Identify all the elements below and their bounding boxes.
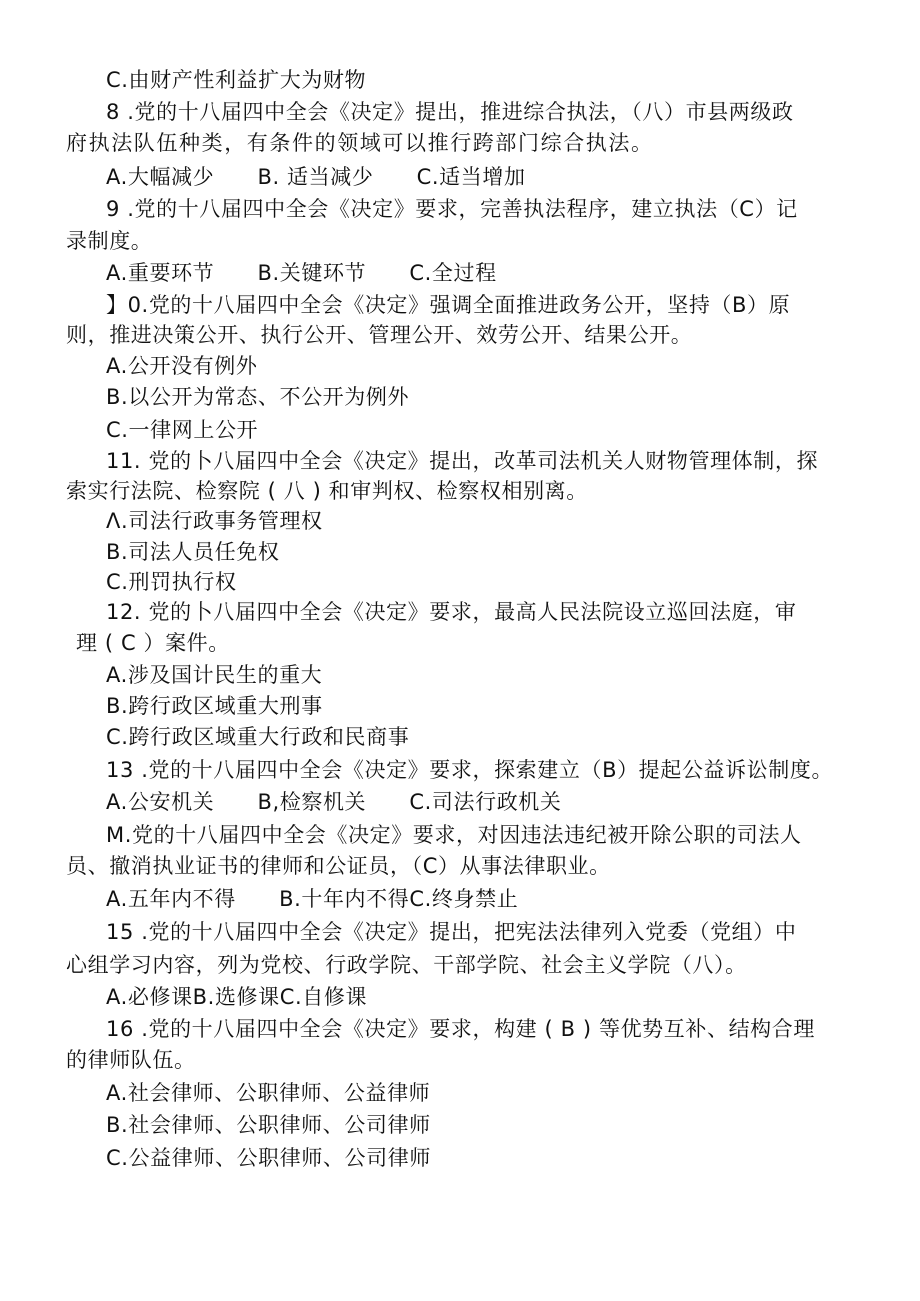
text-line-27: A.五年内不得 B.十年内不得C.终身禁止 <box>106 887 519 911</box>
text-line-31: 16 .党的十八届四中全会《决定》要求，构建 ( B ) 等优势互补、结构合理 <box>106 1017 815 1041</box>
text-line-17: C.刑罚执行权 <box>106 570 237 594</box>
text-line-29: 心组学习内容，列为党校、行政学院、干部学院、社会主义学院（八）。 <box>66 953 747 977</box>
text-line-14: 索实行法院、检察院 ( 八 ) 和审判权、检察权相别离。 <box>66 479 588 503</box>
text-line-15: Λ.司法行政事务管理权 <box>106 509 323 533</box>
text-line-26: 员、撤消执业证书的律师和公证员，（C）从事法律职业。 <box>66 854 611 878</box>
text-line-18: 12. 党的卜八届四中全会《决定》要求，最高人民法院设立巡回法庭，审 <box>106 600 797 624</box>
text-line-6: 录制度。 <box>66 229 153 253</box>
text-line-8: 】0.党的十八届四中全会《决定》强调全面推进政务公开，坚持（B）原 <box>106 293 791 317</box>
text-line-21: B.跨行政区域重大刑事 <box>106 694 323 718</box>
text-line-7: A.重要环节 B.关键环节 C.全过程 <box>106 261 497 285</box>
text-line-1: C.由财产性利益扩大为财物 <box>106 68 367 92</box>
text-line-22: C.跨行政区域重大行政和民商事 <box>106 725 410 749</box>
text-line-35: C.公益律师、公职律师、公司律师 <box>106 1146 431 1170</box>
text-line-12: C.一律网上公开 <box>106 418 259 442</box>
text-line-4: A.大幅减少 B. 适当减少 C.适当增加 <box>106 165 526 189</box>
text-line-30: A.必修课B.选修课C.自修课 <box>106 985 368 1009</box>
text-line-9: 则，推进决策公开、执行公开、管理公开、效劳公开、结果公开。 <box>66 323 693 347</box>
text-line-5: 9 .党的十八届四中全会《决定》要求，完善执法程序，建立执法（C）记 <box>106 197 798 221</box>
text-line-2: 8 .党的十八届四中全会《决定》提出，推进综合执法，（八）市县两级政 <box>106 100 794 124</box>
text-line-16: B.司法人员任免权 <box>106 540 280 564</box>
text-line-13: 11. 党的卜八届四中全会《决定》提出，改革司法机关人财物管理体制，探 <box>106 449 819 473</box>
text-line-23: 13 .党的十八届四中全会《决定》要求，探索建立（B）提起公益诉讼制度。 <box>106 758 834 782</box>
text-line-32: 的律师队伍。 <box>66 1048 196 1072</box>
text-line-3: 府执法队伍种类，有条件的领域可以推行跨部门综合执法。 <box>66 131 654 155</box>
text-line-24: A.公安机关 B,检察机关 C.司法行政机关 <box>106 790 562 814</box>
text-line-19: 理 ( C ）案件。 <box>76 631 230 655</box>
text-line-33: A.社会律师、公职律师、公益律师 <box>106 1081 431 1105</box>
text-line-28: 15 .党的十八届四中全会《决定》提出，把宪法法律列入党委（党组）中 <box>106 920 797 944</box>
text-line-25: M.党的十八届四中全会《决定》要求，对因违法违纪被开除公职的司法人 <box>106 823 802 847</box>
text-line-20: A.涉及国计民生的重大 <box>106 663 323 687</box>
text-line-34: B.社会律师、公职律师、公司律师 <box>106 1113 431 1137</box>
text-line-11: B.以公开为常态、不公开为例外 <box>106 385 410 409</box>
text-line-10: A.公开没有例外 <box>106 354 258 378</box>
